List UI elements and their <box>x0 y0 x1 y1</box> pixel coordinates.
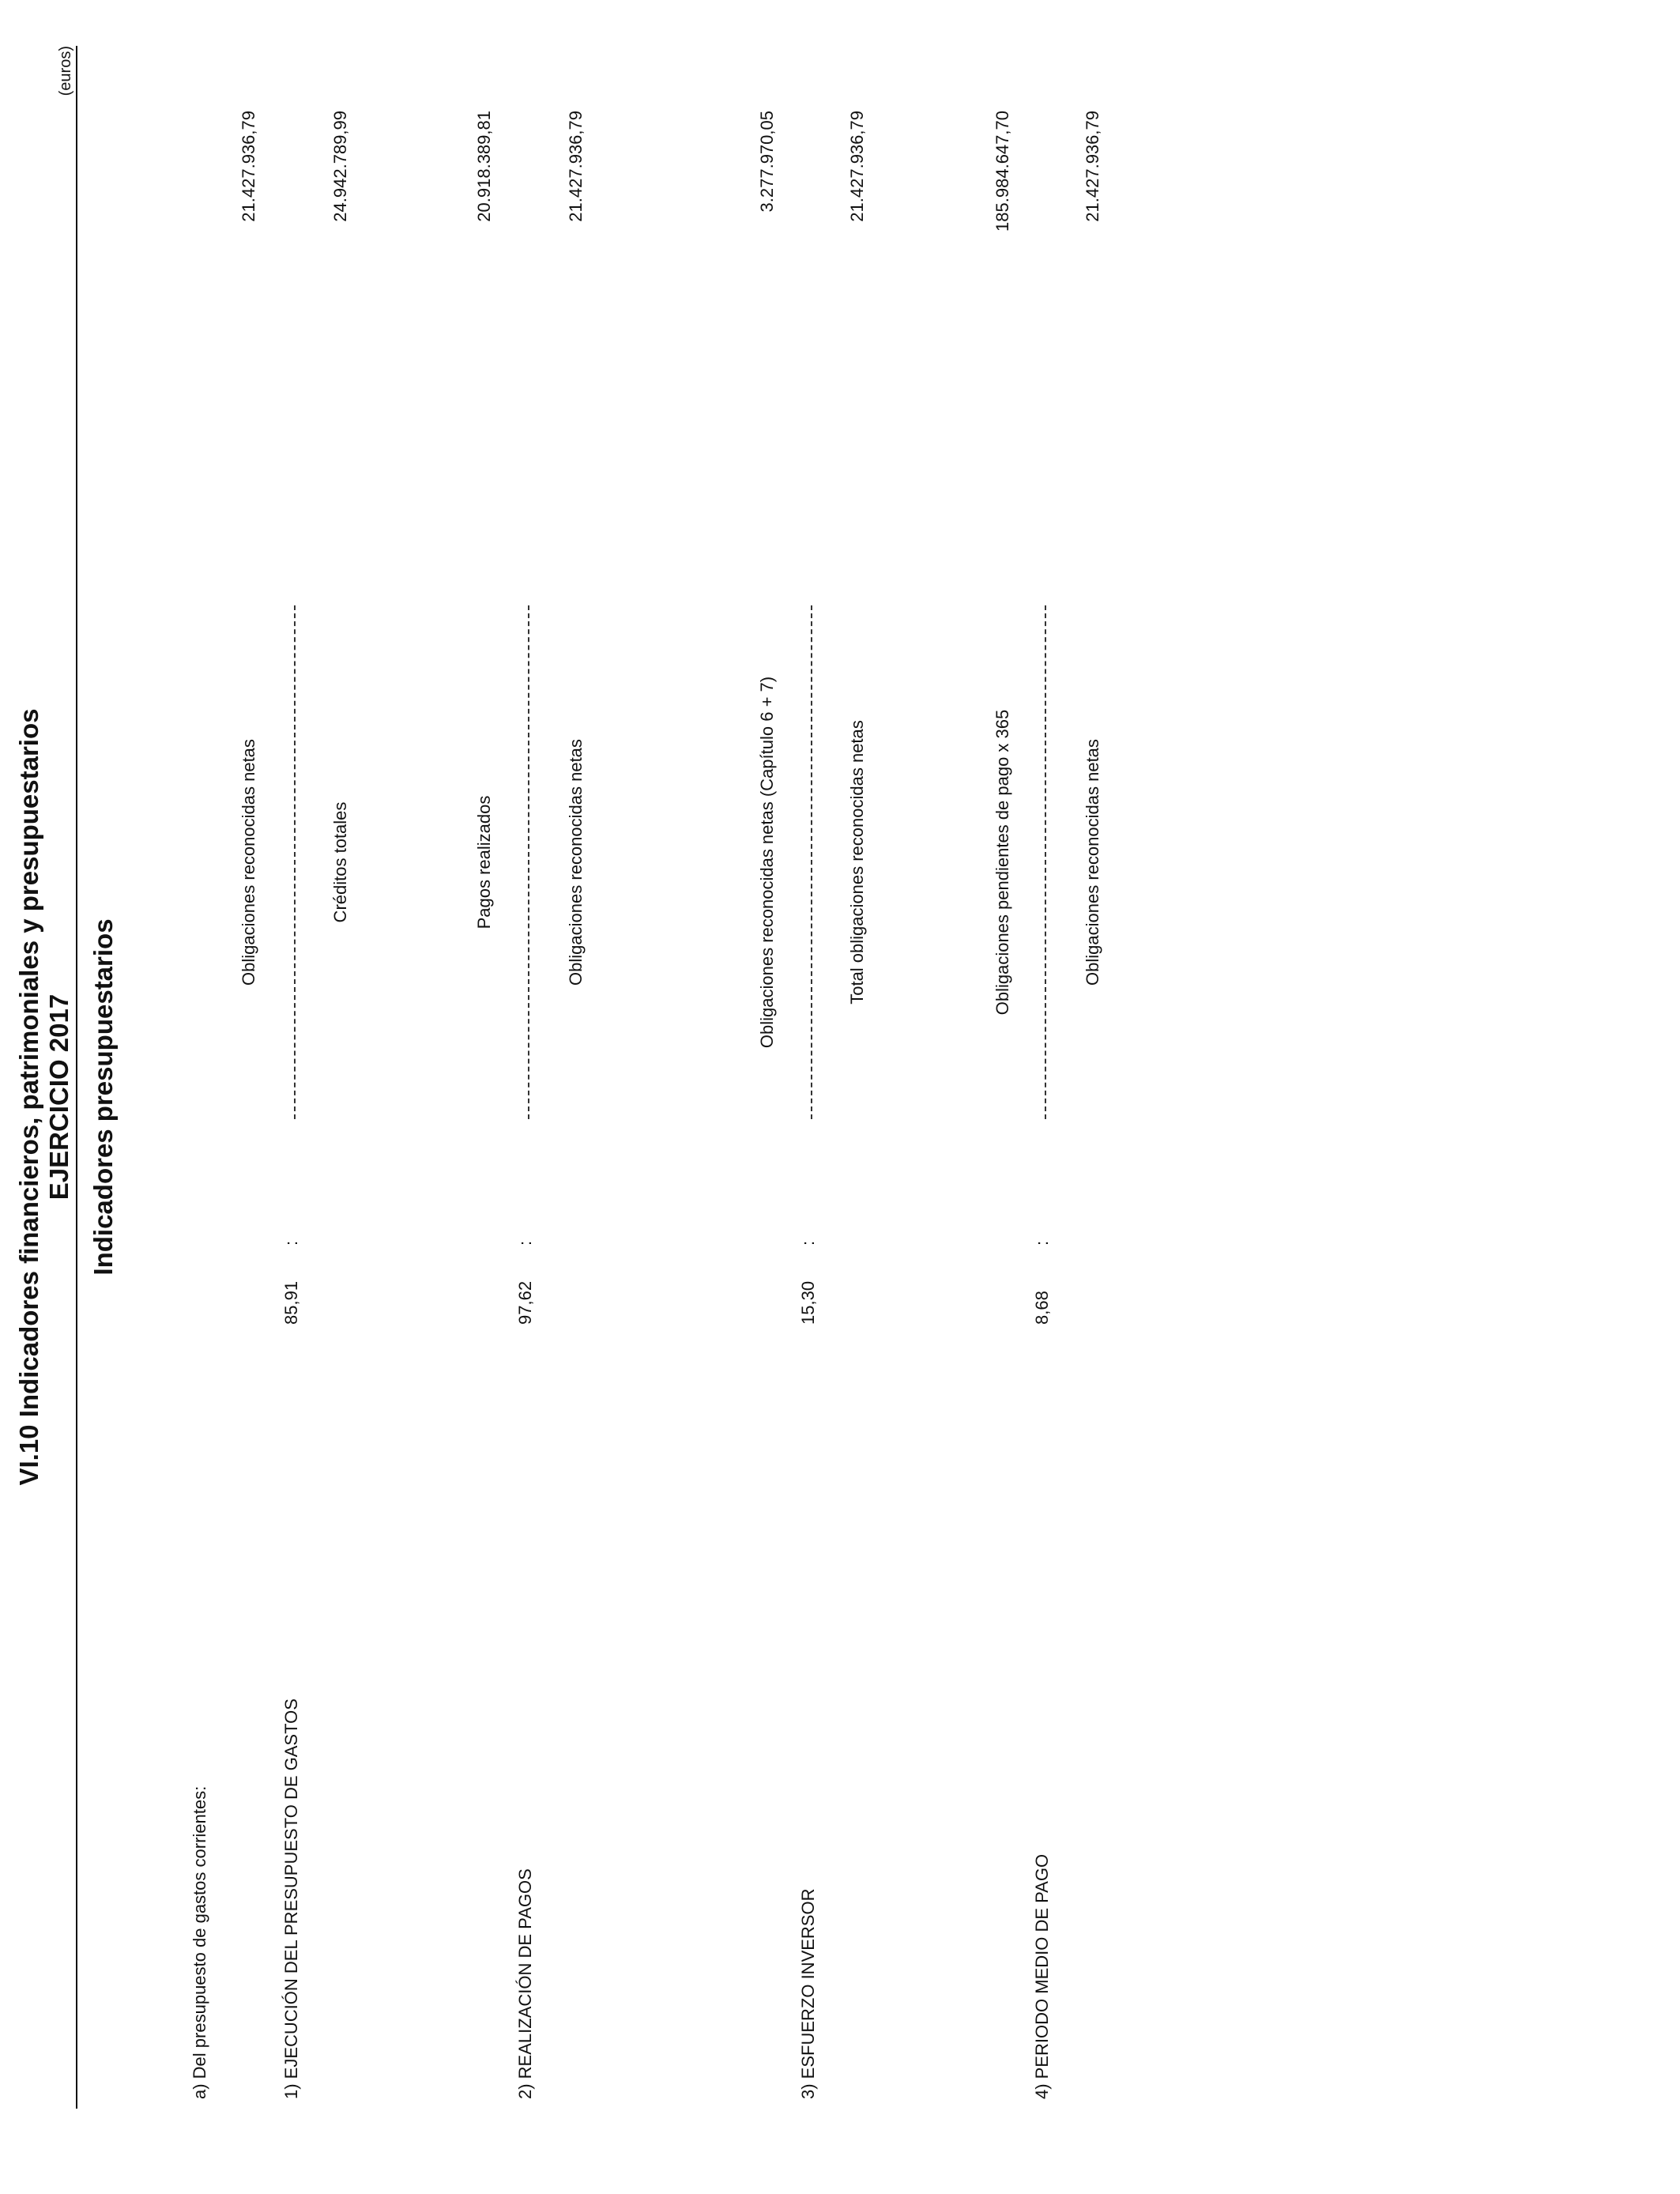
denominator-label: Obligaciones reconocidas netas <box>566 739 586 986</box>
numerator-label: Pagos realizados <box>474 795 494 929</box>
indicator-separator: : <box>281 1240 301 1246</box>
indicator-ratio: 8,68 <box>1032 1291 1052 1325</box>
numerator-value: 20.918.389,81 <box>474 111 494 222</box>
document-title: VI.10 Indicadores financieros, patrimoniales y presupuestarios <box>14 708 43 1486</box>
indicator-separator: : <box>515 1240 535 1246</box>
group-label: a) Del presupuesto de gastos corrientes: <box>190 1785 209 2099</box>
denominator-value: 24.942.789,99 <box>330 111 350 222</box>
denominator-label: Obligaciones reconocidas netas <box>1083 739 1102 986</box>
numerator-value: 185.984.647,70 <box>993 111 1012 232</box>
denominator-value: 21.427.936,79 <box>566 111 586 222</box>
fraction-line <box>811 605 812 1119</box>
document-subtitle: EJERCICIO 2017 <box>44 993 73 1201</box>
numerator-value: 21.427.936,79 <box>239 111 258 222</box>
numerator-value: 3.277.970,05 <box>757 111 777 213</box>
fraction-line <box>294 605 296 1119</box>
units-label: (euros) <box>57 46 74 96</box>
numerator-label: Obligaciones reconocidas netas (Capítulo 6 + 7) <box>757 676 777 1049</box>
denominator-value: 21.427.936,79 <box>847 111 867 222</box>
denominator-value: 21.427.936,79 <box>1083 111 1102 222</box>
header-rule <box>76 46 77 2109</box>
indicator-label: 3) ESFUERZO INVERSOR <box>798 1888 818 2099</box>
indicator-ratio: 97,62 <box>515 1280 535 1325</box>
denominator-label: Total obligaciones reconocidas netas <box>847 720 867 1005</box>
indicator-label: 1) EJECUCIÓN DEL PRESUPUESTO DE GASTOS <box>281 1698 301 2099</box>
fraction-line <box>528 605 529 1119</box>
denominator-label: Créditos totales <box>330 801 350 923</box>
indicator-ratio: 85,91 <box>281 1280 301 1325</box>
indicator-label: 2) REALIZACIÓN DE PAGOS <box>515 1868 535 2099</box>
indicator-label: 4) PERIODO MEDIO DE PAGO <box>1032 1853 1052 2099</box>
indicator-separator: : <box>1032 1240 1052 1246</box>
section-title: Indicadores presupuestarios <box>89 918 118 1276</box>
fraction-line <box>1045 605 1046 1119</box>
numerator-label: Obligaciones reconocidas netas <box>239 739 258 986</box>
indicator-separator: : <box>798 1240 818 1246</box>
numerator-label: Obligaciones pendientes de pago x 365 <box>993 709 1012 1016</box>
indicator-ratio: 15,30 <box>798 1280 818 1325</box>
